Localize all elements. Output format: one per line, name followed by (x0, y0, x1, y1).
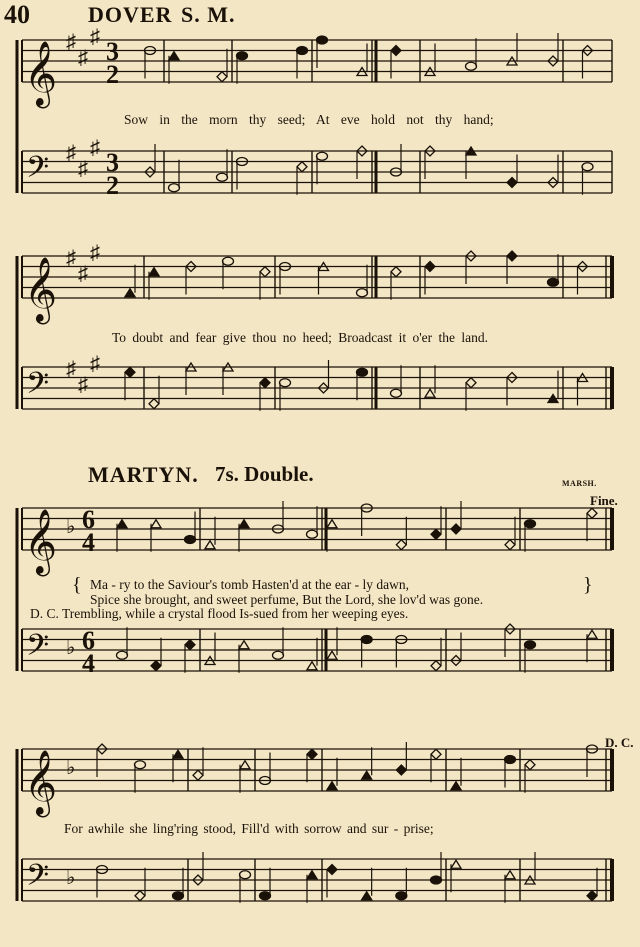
hymn-title-martyn: MARTYN. (88, 462, 199, 487)
shape-note (525, 760, 535, 770)
brace-right: } (583, 574, 593, 596)
shape-note (169, 184, 180, 192)
shape-note (425, 262, 435, 272)
shape-note (273, 651, 284, 659)
sharp-icon: ♯ (90, 25, 100, 48)
shape-note (237, 52, 248, 60)
flat-icon: ♭ (66, 516, 76, 538)
shape-note (525, 641, 536, 649)
shape-note (125, 367, 135, 377)
shape-note (451, 782, 461, 790)
treble-clef-icon: 𝄞 (24, 43, 58, 105)
shape-note (297, 47, 308, 55)
shape-note (117, 651, 128, 659)
shape-note (391, 389, 402, 397)
shape-note (260, 378, 270, 388)
shape-note (327, 651, 337, 659)
sharp-icon: ♯ (90, 352, 100, 375)
shape-note (223, 257, 234, 265)
time-sig-bottom: 2 (106, 60, 119, 89)
shape-note (125, 289, 135, 297)
flat-icon: ♭ (66, 867, 76, 889)
lyric-line: Sow in the morn thy seed; At eve hold not thy hand; (124, 112, 494, 127)
shape-note (451, 524, 461, 534)
shape-note (362, 771, 372, 779)
shape-note (239, 641, 249, 649)
composer: MARSH. (562, 479, 597, 488)
sharp-icon: ♯ (90, 136, 100, 159)
sharp-icon: ♯ (66, 142, 76, 164)
shape-note (193, 770, 203, 780)
shape-note (507, 251, 517, 261)
brace-left: { (72, 574, 82, 596)
shape-note (357, 368, 368, 376)
treble-clef-icon: 𝄞 (24, 752, 58, 814)
shape-note (327, 782, 337, 790)
shape-note (307, 530, 318, 538)
shape-note (431, 876, 442, 884)
shape-note (507, 178, 517, 188)
shape-note (396, 892, 407, 900)
bass-clef-icon: 𝄢 (26, 367, 50, 407)
shape-note (587, 891, 597, 901)
flat-icon: ♭ (66, 637, 76, 659)
time-sig-bottom: 4 (82, 528, 95, 557)
hymn-meter-martyn: 7s. Double. (215, 462, 314, 486)
hymn-meter-dover: S. M. (181, 2, 236, 27)
time-sig-top: 6 (82, 505, 95, 534)
time-sig-top: 3 (106, 148, 119, 177)
lyric-line: Spice she brought, and sweet perfume, But the Lord, she lov'd was gone. (90, 592, 484, 607)
shape-note (185, 536, 196, 544)
bass-clef-icon: 𝄢 (26, 859, 50, 899)
shape-note (205, 541, 215, 549)
shape-note (548, 278, 559, 286)
lyric-line: For awhile she ling'ring stood, Fill'd with sorrow and sur - prise; (64, 821, 434, 836)
sharp-icon: ♯ (66, 31, 76, 53)
time-sig-bottom: 4 (82, 649, 95, 678)
shape-note (466, 62, 477, 70)
shape-note (240, 871, 251, 879)
shape-note (151, 520, 161, 528)
shape-note (307, 749, 317, 759)
lyric-line: To doubt and fear give thou no heed; Broadcast it o'er the land. (112, 330, 489, 345)
shape-note (362, 892, 372, 900)
fine-mark: Fine. (590, 493, 618, 508)
shape-note (361, 636, 372, 644)
shape-note (307, 662, 317, 670)
shape-note (151, 661, 161, 671)
shape-note (173, 892, 184, 900)
shape-note (505, 871, 515, 879)
time-sig-top: 3 (106, 37, 119, 66)
shape-note (173, 750, 183, 758)
flat-icon: ♭ (66, 757, 76, 779)
sharp-icon: ♯ (78, 157, 88, 180)
shape-note (240, 761, 250, 769)
shape-note (431, 749, 441, 759)
shape-note (505, 756, 516, 764)
time-sig-bottom: 2 (106, 171, 119, 200)
shape-note (117, 520, 127, 528)
shape-note (505, 540, 515, 550)
dc-mark: D. C. (605, 735, 634, 750)
treble-clef-icon: 𝄞 (24, 511, 58, 573)
shape-note (149, 399, 159, 409)
shape-note (317, 36, 328, 44)
shape-note (135, 891, 145, 901)
shape-note (239, 520, 249, 528)
lyric-line: D. C. Trembling, while a crystal flood Is-sued from her weeping eyes. (30, 606, 409, 621)
shape-note (391, 267, 401, 277)
sharp-icon: ♯ (66, 247, 76, 269)
shape-note (135, 761, 146, 769)
shape-note (525, 520, 536, 528)
sharp-icon: ♯ (78, 46, 88, 69)
shape-note (431, 661, 441, 671)
sharp-icon: ♯ (78, 373, 88, 396)
shape-note (587, 508, 597, 518)
shape-note (396, 540, 406, 550)
shape-note (327, 520, 337, 528)
shape-note (307, 871, 317, 879)
page-number: 40 (4, 0, 30, 29)
shape-note (260, 892, 271, 900)
sharp-icon: ♯ (78, 262, 88, 285)
shape-note (217, 173, 228, 181)
shape-note (327, 865, 337, 875)
sharp-icon: ♯ (90, 241, 100, 264)
bass-clef-icon: 𝄢 (26, 151, 50, 191)
shape-note (169, 52, 179, 60)
treble-clef-icon: 𝄞 (24, 259, 58, 321)
shape-note (280, 379, 291, 387)
shape-note (149, 268, 159, 276)
shape-note (297, 162, 307, 172)
time-sig-top: 6 (82, 626, 95, 655)
shape-note (260, 267, 270, 277)
shape-note (357, 289, 368, 297)
sharp-icon: ♯ (66, 358, 76, 380)
lyric-line: Ma - ry to the Saviour's tomb Hasten'd at the ear - ly dawn, (90, 577, 410, 592)
shape-note (425, 389, 435, 397)
shape-note (217, 72, 227, 82)
shape-note (431, 529, 441, 539)
shape-note (582, 163, 593, 171)
bass-clef-icon: 𝄢 (26, 629, 50, 669)
shape-note (185, 640, 195, 650)
shape-note (317, 152, 328, 160)
shape-note (466, 378, 476, 388)
shape-note (587, 630, 597, 638)
shape-note (391, 46, 401, 56)
hymn-title-dover: DOVER (88, 2, 173, 27)
shape-note (396, 765, 406, 775)
shape-note (451, 860, 461, 868)
